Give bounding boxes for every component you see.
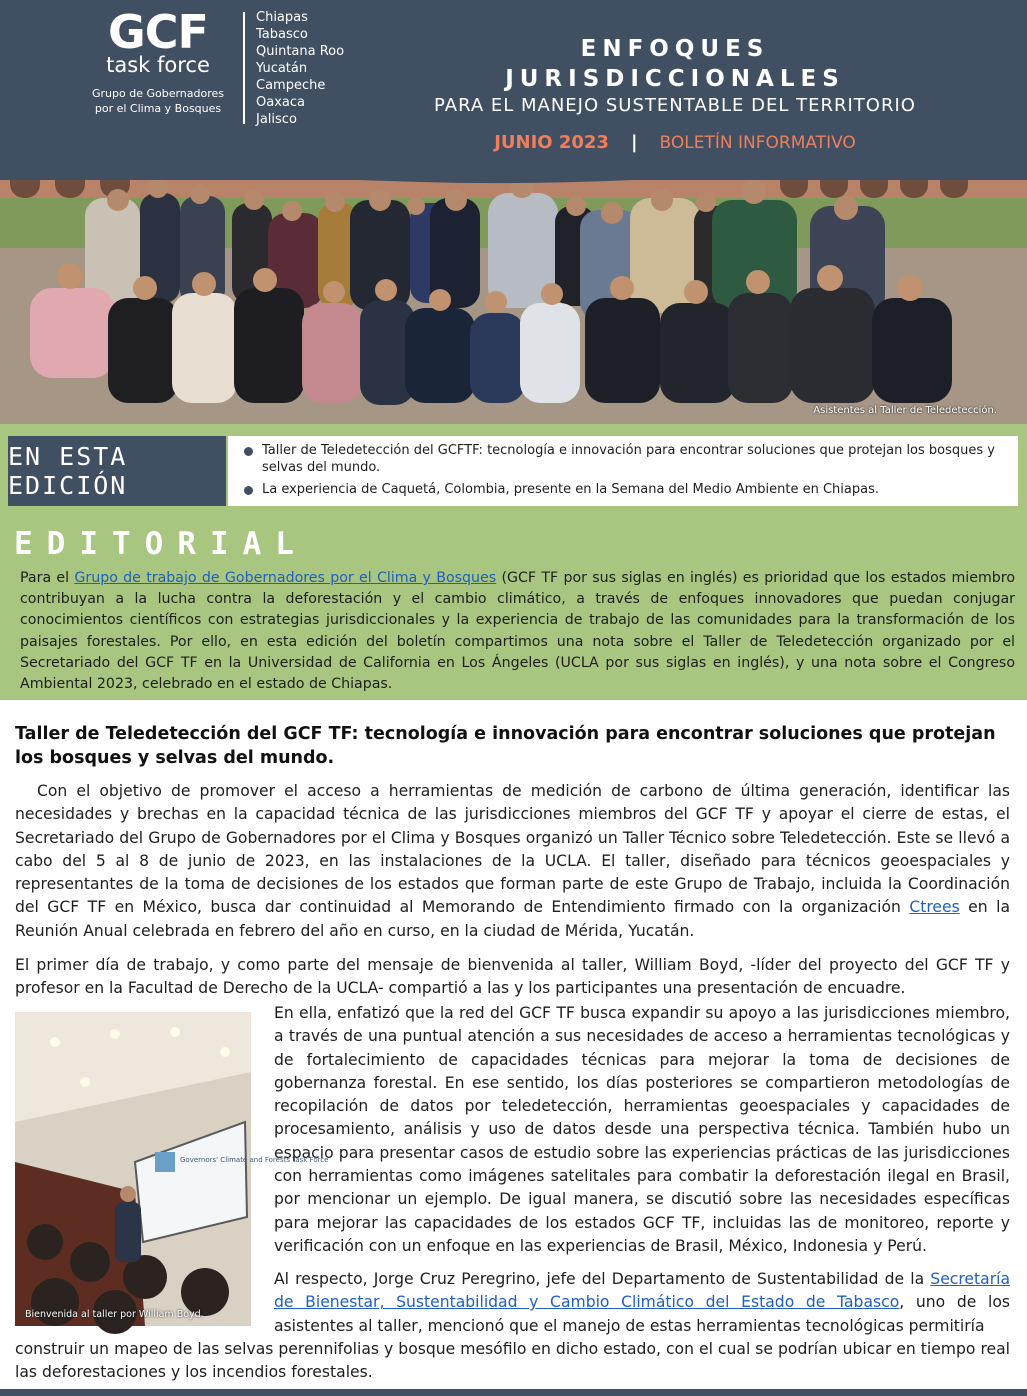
editorial-text-rest: (GCF TF por sus siglas en inglés) es prioridad que los estados miembro contribuyan a la lucha contra la deforestación y el cambio climático, a través de enfoques innovadores que puedan conjugar conocimientos científicos con estrategias jurisdiccionales y la experiencia de trabajo de las comunidades para la transformación de los paisajes forestales. Por ello, en esta edición del boletín compartimos una nota sobre el Taller de Teledetección organizado por el Secretariado del GCF TF en la Universidad de California en Los Ángeles (UCLA por sus siglas en inglés), y una nota sobre el Congreso Ambiental 2023, celebrado en el estado de Chiapas. xyxy=(20,570,1015,693)
issue-kind: BOLETÍN INFORMATIVO xyxy=(659,132,856,153)
state-item: Quintana Roo xyxy=(256,44,345,59)
issue-separator: | xyxy=(630,132,638,153)
state-item: Campeche xyxy=(256,78,326,93)
edition-item[interactable]: La experiencia de Caquetá, Colombia, presente en la Semana del Medio Ambiente en Chiapas. xyxy=(244,481,1008,498)
state-item: Oaxaca xyxy=(256,95,305,110)
state-item: Tabasco xyxy=(256,27,308,42)
p1-text-start: Con el objetivo de promover el acceso a herramientas de medición de carbono de última generación, identificar las necesidades y brechas en la capacidad técnica de las jurisdicciones miembros del GCF TF y apoyar el cierre de estas, el Secretariado del Grupo de Gobernadores por el Clima y Bosques organizó un Taller Técnico sobre Teledetección. Este se llevó a cabo del 5 al 8 de junio de 2023, en las instalaciones de la UCLA. El taller, diseñado para técnicos geoespaciales y representantes de la toma de decisiones de los estados que forman parte de este Grupo de Trabajo, incluida la Coordinación del GCF TF en México, busca dar continuidad al Memorando de Entendimiento firmado con la organización xyxy=(15,782,1010,917)
workshop-photo xyxy=(15,1012,329,1326)
issue-date: JUNIO 2023 xyxy=(494,132,609,153)
ctrees-link[interactable]: Ctrees xyxy=(909,898,960,917)
newsletter-title: ENFOQUES JURISDICCIONALES xyxy=(505,36,845,92)
p4-text-end: , uno de los asistentes al taller, mencionó que el manejo de estas herramientas tecnológicas permitiría xyxy=(274,1293,1010,1335)
bottom-bar xyxy=(0,1389,1027,1396)
workshop-photo-illustration xyxy=(15,1012,329,1326)
issue-meta xyxy=(405,132,945,153)
p1-text-end: en la Reunión Anual celebrada en febrero del año en curso, en la ciudad de Mérida, Yucatán. xyxy=(15,898,1010,940)
newsletter-header xyxy=(0,0,1027,180)
workshop-photo-caption: Bienvenida al taller por William Boyd. xyxy=(25,1309,204,1320)
logo-description xyxy=(78,86,238,116)
logo-divider xyxy=(243,12,245,124)
article-paragraph-2: El primer día de trabajo, y como parte del mensaje de bienvenida al taller, William Boyd, -líder del proyecto del GCF TF y profesor en la Facultad de Derecho de la UCLA- compartió a las y los participantes una presentación de encuadre. xyxy=(15,956,1010,998)
editorial-title: EDITORIAL xyxy=(14,526,308,562)
in-this-edition xyxy=(0,424,1027,520)
gcf-group-link[interactable]: Grupo de trabajo de Gobernadores por el Clima y Bosques xyxy=(74,570,497,586)
logo-desc-line2: por el Clima y Bosques xyxy=(94,102,222,115)
article-paragraph-1 xyxy=(15,780,1010,943)
logo-sub: task force xyxy=(106,53,210,77)
editorial-text-start: Para el xyxy=(20,570,75,586)
article-paragraph-5: construir un mapeo de las selvas perennifolias y bosque mesófilo en dicho estado, con el cual se podrían ubicar en tiempo real las deforestaciones y los incendios forestales. xyxy=(15,1340,1010,1382)
screen-text: Governors' Climate and Forests Task Force xyxy=(180,1156,329,1164)
editorial-section xyxy=(0,520,1027,700)
logo-main: GCF xyxy=(108,5,208,59)
gcf-logo xyxy=(78,5,238,116)
tabasco-secretaria-link[interactable]: Secretaría de Bienestar, Sustentabilidad y Cambio Climático del Estado de Tabasco xyxy=(274,1270,1010,1312)
state-item: Chiapas xyxy=(256,10,308,25)
article-paragraph-4 xyxy=(274,1268,1010,1338)
photo-caption: Asistentes al Taller de Teledetección. xyxy=(813,405,997,416)
edition-item[interactable]: Taller de Teledetección del GCFTF: tecnología e innovación para encontrar soluciones que protejan los bosques y selvas del mundo. xyxy=(244,442,1008,476)
article-title: Taller de Teledetección del GCF TF: tecnología e innovación para encontrar soluciones que protejan los bosques y selvas del mundo. xyxy=(15,724,996,768)
states-list xyxy=(256,9,344,128)
state-item: Yucatán xyxy=(256,61,308,76)
editorial-text xyxy=(20,568,1015,695)
state-item: Jalisco xyxy=(256,112,297,127)
article-paragraph-3: En ella, enfatizó que la red del GCF TF busca expandir su apoyo a las jurisdicciones miembro, a través de una puntual atención a sus necesidades de acceso a herramientas tecnológicas y de fortalecimiento de capacidades técnicas para mejorar la toma de decisiones de gobernanza forestal. En ese sentido, los días posteriores se compartieron metodologías de recopilación de datos por teledetección, herramientas geoespaciales y capacidades de procesamiento, análisis y uso de datos desde una perspectiva técnica. También hubo un espacio para presentar casos de estudio sobre las experiencias prácticas de las jurisdicciones con herramientas como imágenes satelitales para combatir la deforestación ilegal en Brasil, por mencionar un ejemplo. De igual manera, se discutió sobre las necesidades específicas para mejorar las capacidades de los estados GCF TF, incluidas las de monitoreo, reporte y verificación con un enfoque en las experiencias de Brasil, México, Indonesia y Perú. xyxy=(274,1004,1010,1255)
logo-desc-line1: Grupo de Gobernadores xyxy=(91,87,224,100)
edition-list xyxy=(228,436,1018,506)
title-block xyxy=(405,34,945,153)
newsletter-subtitle: PARA EL MANEJO SUSTENTABLE DEL TERRITORIO xyxy=(434,95,916,116)
p4-text-start: Al respecto, Jorge Cruz Peregrino, jefe del Departamento de Sustentabilidad de la xyxy=(274,1270,931,1288)
edition-label: EN ESTA EDICIÓN xyxy=(8,436,226,506)
